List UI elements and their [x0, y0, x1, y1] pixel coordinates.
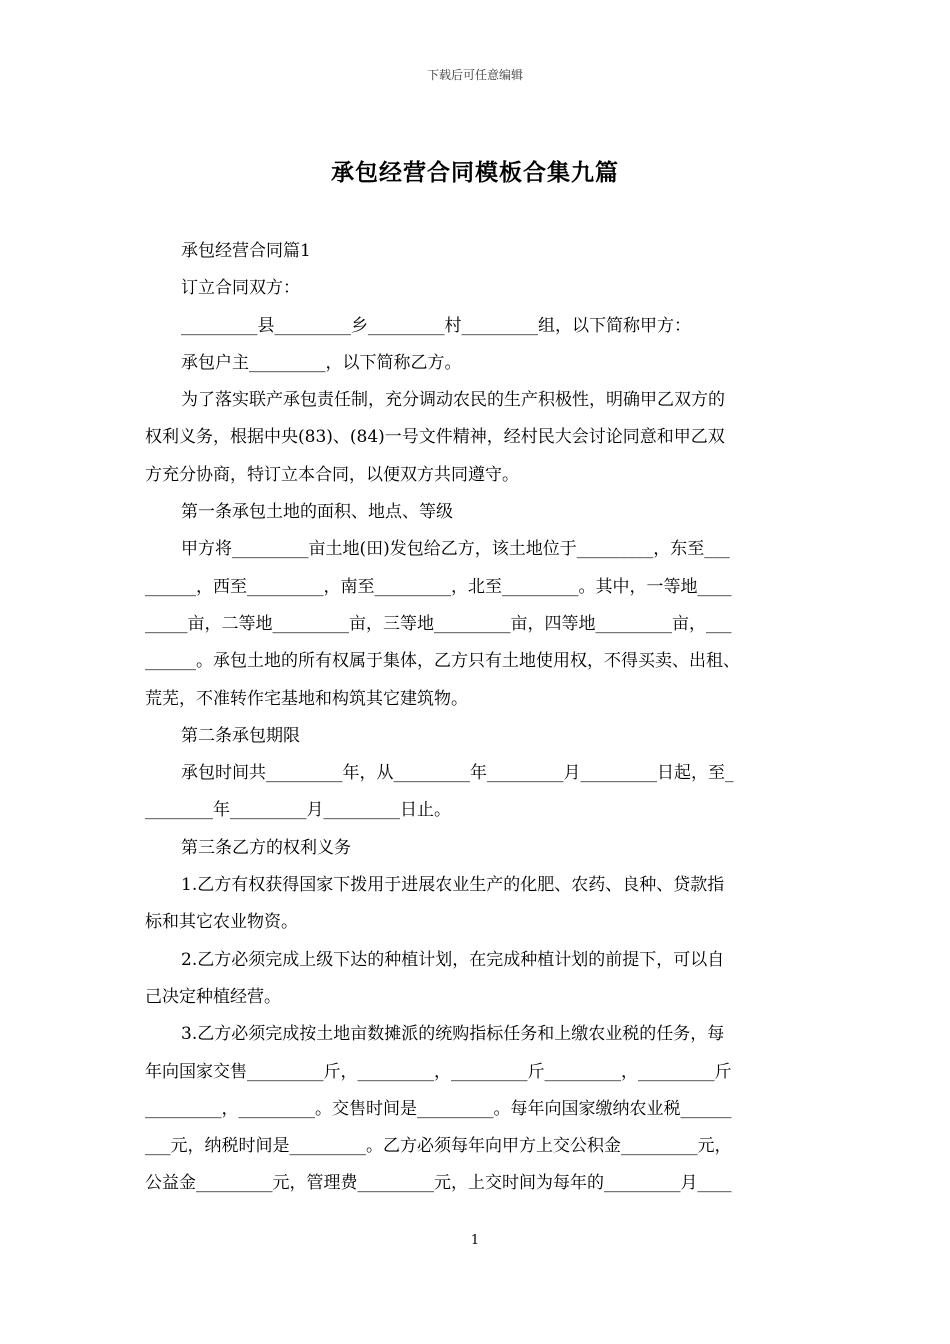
paragraph-line: 订立合同双方： [181, 278, 300, 299]
paragraph-line: 承包经营合同篇1 [181, 241, 311, 261]
section-heading: 第一条承包土地的面积、地点、等级 [181, 502, 453, 523]
paragraph-line: 权利义务，根据中央(83)、(84)一号文件精神，经村民大会讨论同意和甲乙双 [145, 427, 725, 448]
paragraph-line: ______，西至_________，南至_________，北至_________。其中，一等地____ [145, 576, 732, 597]
section-heading: 第三条乙方的权利义务 [181, 837, 351, 858]
paragraph-line: _____亩，二等地_________亩，三等地_________亩，四等地_________亩，___ [145, 613, 732, 634]
paragraph-line: 己决定种植经营。 [145, 986, 281, 1007]
paragraph-line: ___元，纳税时间是_________。乙方必须每年向甲方上交公积金_________元， [145, 1136, 732, 1157]
paragraph-line: 方充分协商，特订立本合同，以便双方共同遵守。 [145, 464, 519, 485]
paragraph-line: ________年_________月_________日止。 [145, 800, 451, 821]
page-number: 1 [470, 1233, 480, 1248]
paragraph-line: 1.乙方有权获得国家下拨用于进展农业生产的化肥、农药、良种、贷款指 [181, 875, 725, 896]
paragraph-line: 承包户主_________，以下简称乙方。 [181, 352, 462, 373]
document-body [145, 233, 815, 1203]
paragraph-line: ______。承包土地的所有权属于集体，乙方只有土地使用权，不得买卖、出租、 [145, 651, 740, 672]
document-title: 承包经营合同模板合集九篇 [331, 159, 619, 186]
paragraph-line: 公益金_________元，管理费_________元，上交时间为每年的_________月____ [145, 1173, 732, 1194]
section-heading: 第二条承包期限 [181, 725, 300, 746]
paragraph-line: 2.乙方必须完成上级下达的种植计划，在完成种植计划的前提下，可以自 [181, 949, 725, 970]
paragraph-line: 为了落实联产承包责任制，充分调动农民的生产积极性，明确甲乙双方的 [181, 390, 725, 411]
paragraph-line: 承包时间共_________年，从_________年_________月_________日起，至_ [181, 763, 734, 784]
paragraph-line: 荒芜，不准转作宅基地和构筑其它建筑物。 [145, 688, 468, 709]
paragraph-line: 3.乙方必须完成按土地亩数摊派的统购指标任务和上缴农业税的任务，每 [181, 1024, 725, 1045]
paragraph-line: 甲方将_________亩土地(田)发包给乙方，该土地位于_________，东至___ [181, 539, 730, 560]
paragraph-line: 标和其它农业物资。 [145, 912, 298, 933]
paragraph-line: 年向国家交售_________斤，_________，_________斤_________，_________斤 [145, 1061, 732, 1082]
paragraph-line: _________，_________。交售时间是_________。每年向国家缴纳农业税______ [145, 1098, 732, 1119]
paragraph-line: _________县_________乡_________村_________组，以下简称甲方： [181, 315, 691, 336]
header-note: 下载后可任意编辑 [426, 68, 523, 82]
